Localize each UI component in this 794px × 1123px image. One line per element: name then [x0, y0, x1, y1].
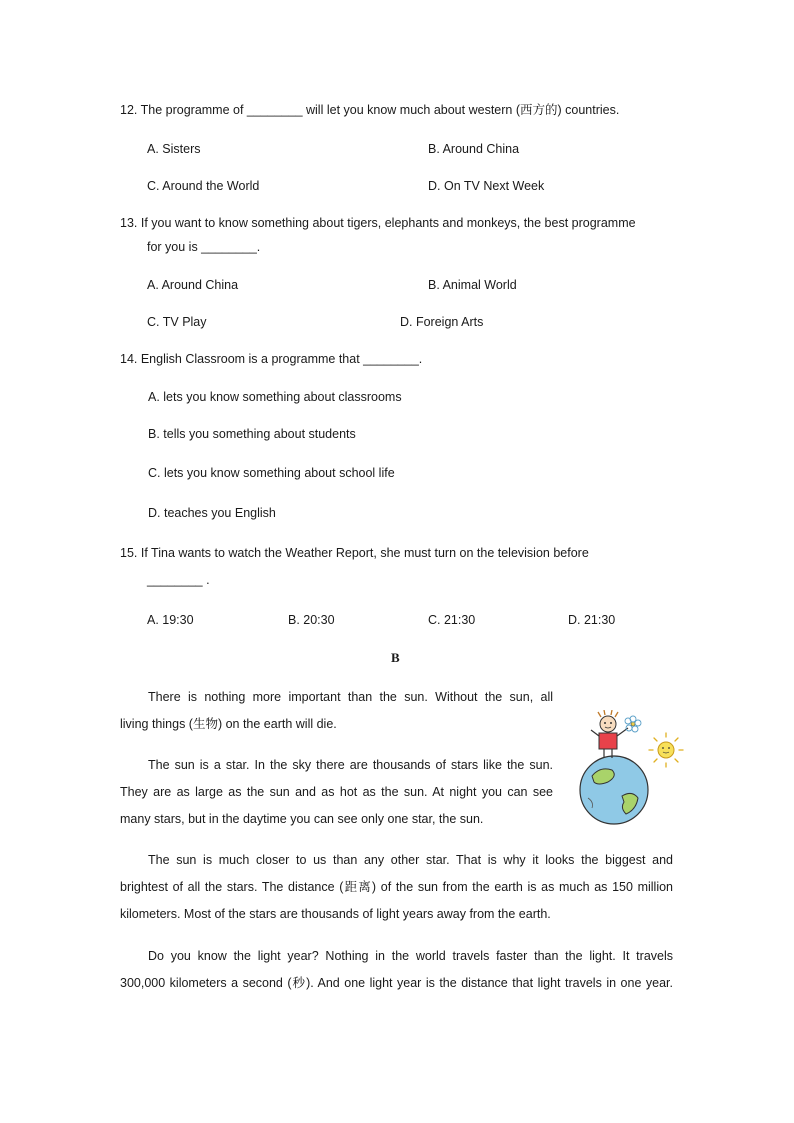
question-14-option-c: C. lets you know something about school life: [148, 466, 395, 480]
flower-icon: [625, 716, 641, 732]
question-13-option-a: A. Around China: [147, 278, 239, 292]
sun-icon: [649, 733, 683, 767]
question-14-option-a: A. lets you know something about classrooms: [148, 390, 402, 404]
passage-paragraph-1: [120, 684, 553, 738]
paragraph-3-line-1: The sun is much closer to us than any other star. That is why it looks the biggest and: [148, 853, 673, 867]
question-13-stem-line1: 13. If you want to know something about tigers, elephants and monkeys, the best programme: [120, 216, 636, 230]
paragraph-1-line-2: living things (生物) on the earth will die.: [120, 717, 337, 731]
question-14-stem: 14. English Classroom is a programme that ________.: [120, 352, 423, 366]
paragraph-2-line-1: The sun is a star. In the sky there are thousands of stars like the sun.: [148, 758, 553, 772]
question-14-option-b: B. tells you something about students: [148, 427, 356, 441]
passage-paragraph-4: [120, 943, 673, 997]
paragraph-3-line-3: kilometers. Most of the stars are thousands of light years away from the earth.: [120, 907, 551, 921]
paragraph-2-line-2: They are as large as the sun and as hot as the sun. At night you can see: [120, 785, 553, 799]
paragraph-1-line-1: There is nothing more important than the sun. Without the sun, all: [148, 690, 553, 704]
question-15-stem-line1: 15. If Tina wants to watch the Weather Report, she must turn on the television before: [120, 546, 589, 560]
paragraph-2-line-3: many stars, but in the daytime you can see only one star, the sun.: [120, 812, 484, 826]
question-15-option-d: D. 21:30: [568, 613, 616, 627]
question-15-stem-line2: ________ .: [147, 573, 210, 587]
question-13-option-b: B. Animal World: [428, 278, 517, 292]
passage-paragraph-3: [120, 847, 673, 928]
question-12-option-c: C. Around the World: [147, 179, 260, 193]
question-12-option-d: D. On TV Next Week: [428, 179, 545, 193]
question-14-option-d: D. teaches you English: [148, 506, 276, 520]
question-15-option-b: B. 20:30: [288, 613, 335, 627]
question-13-option-d: D. Foreign Arts: [400, 315, 484, 329]
earth-icon: [580, 756, 648, 824]
question-13-stem-line2: for you is ________.: [147, 240, 261, 254]
question-15-option-a: A. 19:30: [147, 613, 194, 627]
child-earth-sun-illustration: [578, 710, 690, 828]
paragraph-4-line-1: Do you know the light year? Nothing in the world travels faster than the light. It travels: [148, 949, 673, 963]
paragraph-3-line-2: brightest of all the stars. The distance (距离) of the sun from the earth is as much as 150 million: [120, 880, 673, 894]
question-12-stem: 12. The programme of ________ will let you know much about western (西方的) countries.: [120, 103, 620, 117]
section-b-title: B: [391, 650, 400, 665]
passage-paragraph-2: [120, 752, 553, 833]
child-figure-icon: [591, 710, 628, 758]
paragraph-4-line-2: 300,000 kilometers a second (秒). And one light year is the distance that light travels in one year.: [120, 976, 673, 990]
question-12-option-b: B. Around China: [428, 142, 520, 156]
question-15-option-c: C. 21:30: [428, 613, 476, 627]
question-13-option-c: C. TV Play: [147, 315, 207, 329]
question-12-option-a: A. Sisters: [147, 142, 201, 156]
